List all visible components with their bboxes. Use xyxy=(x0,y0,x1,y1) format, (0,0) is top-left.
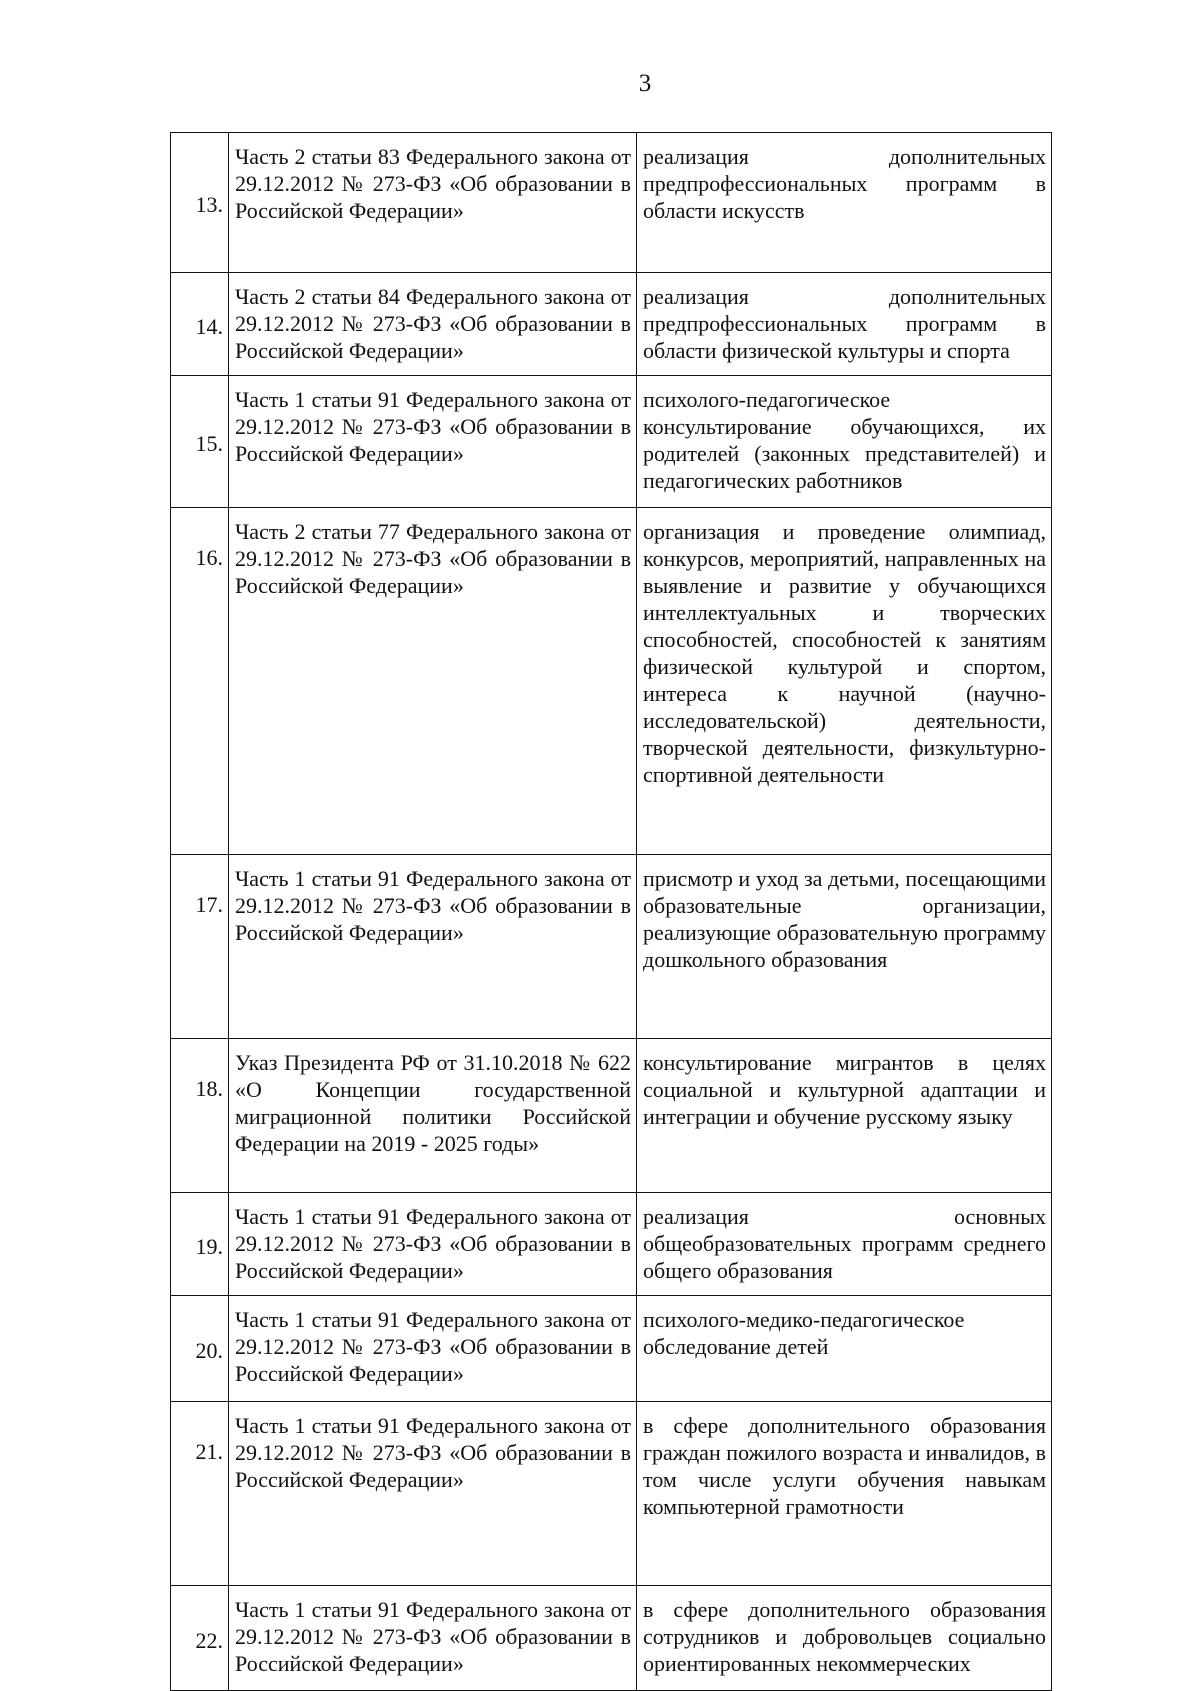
row-number: 16. xyxy=(171,508,229,855)
row-number: 21. xyxy=(171,1402,229,1586)
service-description-cell: в сфере дополнительного образования граждан пожилого возраста и инвалидов, в том числе услуги обучения навыкам компьютерной грамотности xyxy=(637,1402,1052,1586)
row-number: 19. xyxy=(171,1193,229,1296)
table-row xyxy=(171,1296,1052,1402)
page-number: 3 xyxy=(638,70,652,97)
service-description-cell: реализация основных общеобразовательных программ среднего общего образования xyxy=(637,1193,1052,1296)
table-row xyxy=(171,273,1052,376)
service-description-cell: психолого-медико-педагогическое обследование детей xyxy=(637,1296,1052,1402)
services-table xyxy=(170,132,1052,1691)
row-number: 22. xyxy=(171,1586,229,1691)
service-description-cell: реализация дополнительных предпрофессиональных программ в области физической культуры и спорта xyxy=(637,273,1052,376)
legal-basis-cell: Часть 1 статьи 91 Федерального закона от 29.12.2012 № 273-ФЗ «Об образовании в Российской Федерации» xyxy=(229,1193,637,1296)
legal-basis-cell: Часть 1 статьи 91 Федерального закона от 29.12.2012 № 273-ФЗ «Об образовании в Российской Федерации» xyxy=(229,1586,637,1691)
legal-basis-cell: Часть 1 статьи 91 Федерального закона от 29.12.2012 № 273-ФЗ «Об образовании в Российской Федерации» xyxy=(229,1296,637,1402)
table-row xyxy=(171,855,1052,1039)
legal-basis-cell: Часть 1 статьи 91 Федерального закона от 29.12.2012 № 273-ФЗ «Об образовании в Российской Федерации» xyxy=(229,1402,637,1586)
row-number: 13. xyxy=(171,133,229,273)
table-row xyxy=(171,1586,1052,1691)
service-description-cell: консультирование мигрантов в целях социальной и культурной адаптации и интеграции и обучение русскому языку xyxy=(637,1039,1052,1193)
service-description-cell: присмотр и уход за детьми, посещающими образовательные организации, реализующие образовательную программу дошкольного образования xyxy=(637,855,1052,1039)
legal-basis-cell: Часть 1 статьи 91 Федерального закона от 29.12.2012 № 273-ФЗ «Об образовании в Российской Федерации» xyxy=(229,376,637,508)
table-row xyxy=(171,133,1052,273)
table-row xyxy=(171,376,1052,508)
legal-basis-cell: Часть 1 статьи 91 Федерального закона от 29.12.2012 № 273-ФЗ «Об образовании в Российской Федерации» xyxy=(229,855,637,1039)
table-row xyxy=(171,1039,1052,1193)
service-description-cell: организация и проведение олимпиад, конкурсов, мероприятий, направленных на выявление и развитие у обучающихся интеллектуальных и творческих способностей, способностей к занятиям физической культурой и спортом, интереса к научной (научно-исследовательской) деятельности, творческой деятельности, физкультурно-спортивной деятельности xyxy=(637,508,1052,855)
legal-basis-cell: Часть 2 статьи 83 Федерального закона от 29.12.2012 № 273-ФЗ «Об образовании в Российской Федерации» xyxy=(229,133,637,273)
table-row xyxy=(171,1402,1052,1586)
legal-basis-cell: Часть 2 статьи 77 Федерального закона от 29.12.2012 № 273-ФЗ «Об образовании в Российской Федерации» xyxy=(229,508,637,855)
row-number: 17. xyxy=(171,855,229,1039)
service-description-cell: психолого-педагогическое консультирование обучающихся, их родителей (законных представителей) и педагогических работников xyxy=(637,376,1052,508)
row-number: 18. xyxy=(171,1039,229,1193)
row-number: 20. xyxy=(171,1296,229,1402)
legal-basis-cell: Часть 2 статьи 84 Федерального закона от 29.12.2012 № 273-ФЗ «Об образовании в Российской Федерации» xyxy=(229,273,637,376)
service-description-cell: в сфере дополнительного образования сотрудников и добровольцев социально ориентированных некоммерческих xyxy=(637,1586,1052,1691)
service-description-cell: реализация дополнительных предпрофессиональных программ в области искусств xyxy=(637,133,1052,273)
row-number: 14. xyxy=(171,273,229,376)
legal-basis-cell: Указ Президента РФ от 31.10.2018 № 622 «О Концепции государственной миграционной политики Российской Федерации на 2019 - 2025 годы» xyxy=(229,1039,637,1193)
table-row xyxy=(171,1193,1052,1296)
row-number: 15. xyxy=(171,376,229,508)
table-row xyxy=(171,508,1052,855)
